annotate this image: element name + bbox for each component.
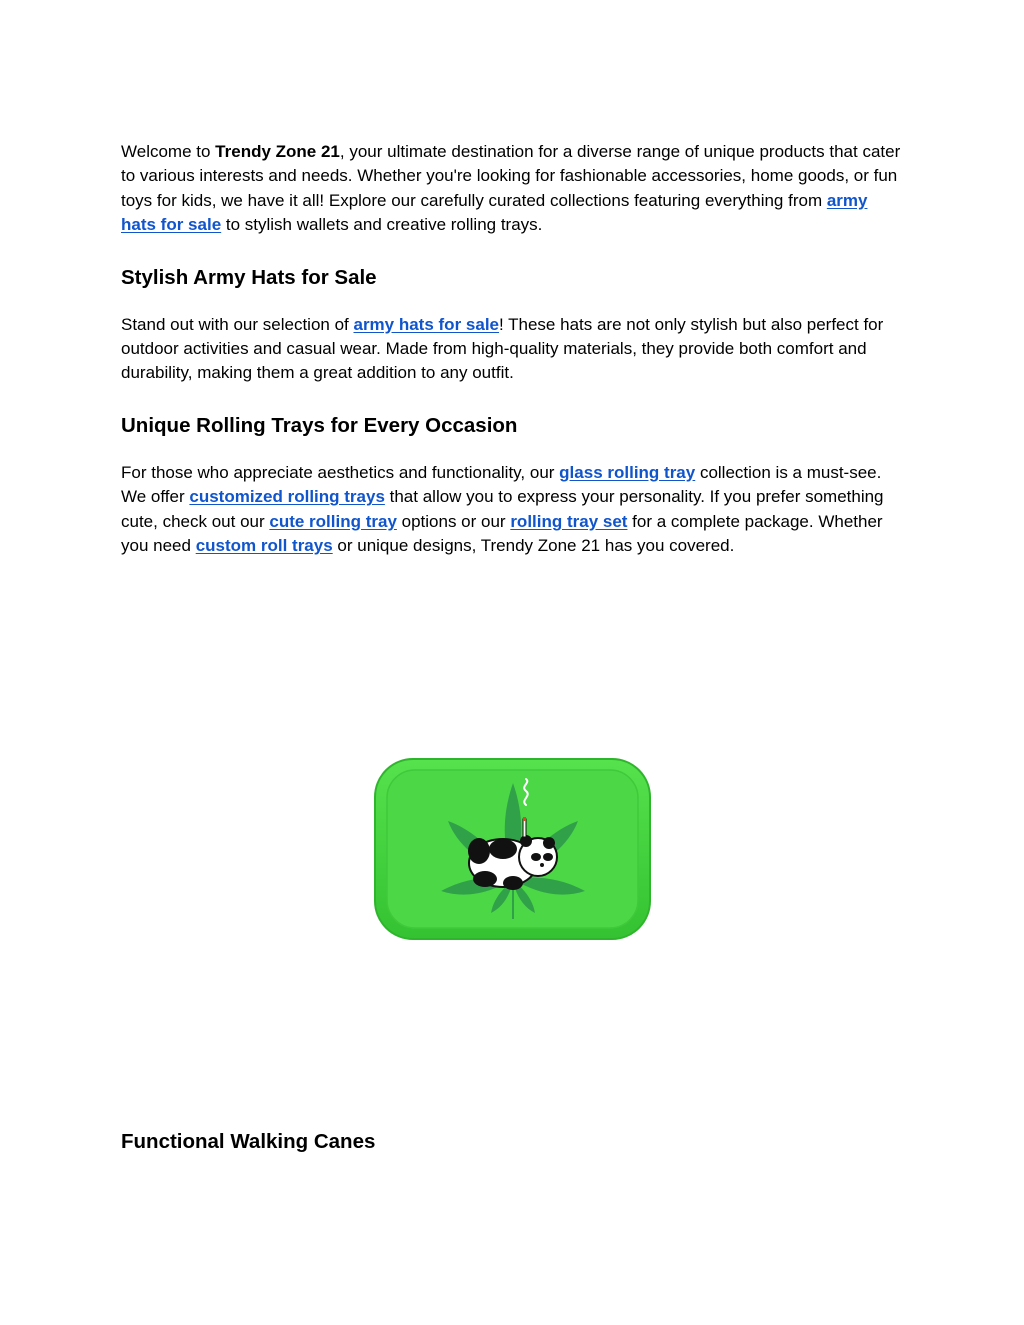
- trays-text-4: options or our: [396, 511, 511, 531]
- rolling-trays-heading: Unique Rolling Trays for Every Occasion: [121, 413, 518, 437]
- trays-text-1: For those who appreciate aesthetics and functionality, our: [121, 462, 560, 482]
- intro-text-1: Welcome to: [121, 142, 216, 161]
- intro-text-2: , your ultimate destination for a diverse range of unique products that cater to various interests and needs. Whether you're looking for fashionable accessories, home goods, or fun toys for kids, we have it all! Explore our carefully curated collections featuring everything from: [121, 142, 901, 210]
- army-hats-link-2[interactable]: army hats for sale: [353, 314, 499, 334]
- brand-name: Trendy Zone 21: [215, 142, 340, 161]
- customized-rolling-trays-link[interactable]: customized rolling trays: [189, 487, 385, 507]
- trays-text-6: or unique designs, Trendy Zone 21 has you covered.: [332, 536, 735, 556]
- glass-rolling-tray-link[interactable]: glass rolling tray: [559, 462, 696, 482]
- custom-roll-trays-link[interactable]: custom roll trays: [195, 536, 333, 556]
- tray-illustration: [373, 757, 652, 941]
- army-hats-heading: Stylish Army Hats for Sale: [121, 265, 377, 289]
- rolling-tray-set-link[interactable]: rolling tray set: [510, 511, 628, 531]
- army-hats-paragraph: [121, 313, 901, 386]
- intro-paragraph: [121, 140, 901, 238]
- army-hats-link[interactable]: army hats for sale: [121, 190, 868, 235]
- hats-text-2: ! These hats are not only stylish but also perfect for outdoor activities and casual wear. Made from high-quality materials, they provide both comfort and durability, making them a great addition to any outfit.: [121, 314, 884, 383]
- walking-canes-heading: Functional Walking Canes: [121, 1130, 376, 1153]
- hats-text-1: Stand out with our selection of: [121, 314, 354, 334]
- cute-rolling-tray-link[interactable]: cute rolling tray: [269, 511, 397, 531]
- rolling-trays-paragraph: [121, 461, 901, 559]
- panda-rolling-tray-image: [373, 757, 652, 941]
- document-body: [121, 140, 901, 558]
- trays-text-5: for a complete package. Whether you need: [121, 511, 883, 556]
- trays-text-3: that allow you to express your personality. If you prefer something cute, check out our: [121, 487, 884, 531]
- intro-text-3: to stylish wallets and creative rolling trays.: [221, 215, 543, 235]
- trays-text-2: collection is a must-see. We offer: [121, 462, 882, 507]
